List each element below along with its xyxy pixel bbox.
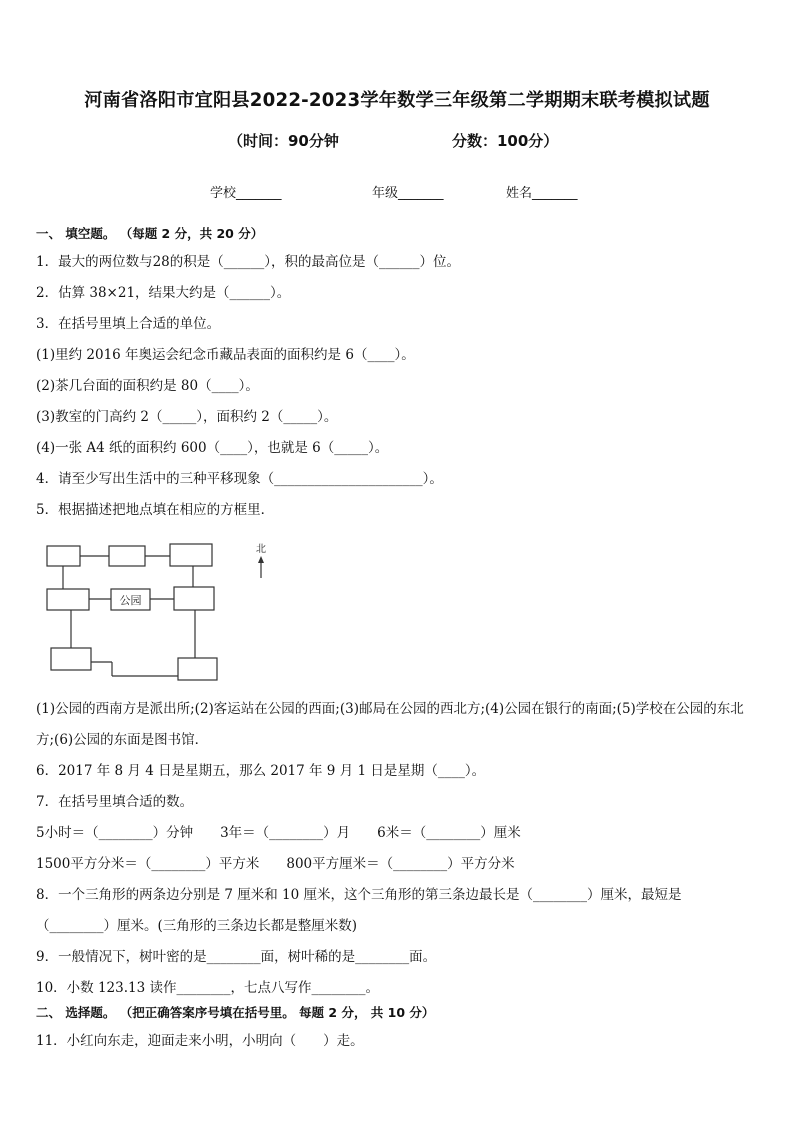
question-11: 11．小红向东走，迎面走来小明，小明向（ ）走。 [36,1033,364,1049]
name-field: 姓名_______ [506,186,578,201]
map-box-southeast [178,658,217,680]
section-2-heading: 二、 选择题。 （把正确答案序号填在括号里。 每题 2 分， 共 10 分） [36,1005,435,1020]
question-7-row-2: 1500平方分米＝（________）平方米 800平方厘米＝（________）平方分米 [36,856,515,872]
question-3-4: (4)一张 A4 纸的面积约 600（____），也就是 6（_____）。 [36,440,389,456]
question-8-line-2: （________）厘米。(三角形的三条边长都是整厘米数) [36,918,358,934]
exam-score: 分数：100分） [452,132,559,150]
park-label: 公园 [119,594,142,607]
question-5: 5．根据描述把地点填在相应的方框里． [36,502,275,518]
map-box-southwest [51,648,91,670]
exam-time: （时间：90分钟 [228,132,339,150]
question-1: 1．最大的两位数与28的积是（______），积的最高位是（______）位。 [36,254,461,270]
question-5-description-line-1: (1)公园的西南方是派出所;(2)客运站在公园的西面;(3)邮局在公园的西北方;(4)公园在银行的南面;(5)学校在公园的东北 [36,701,744,717]
question-3-2: (2)茶几台面的面积约是 80（____）。 [36,378,259,394]
question-7: 7．在括号里填合适的数。 [36,794,194,810]
north-arrow-icon [258,556,264,563]
map-box-north [109,546,145,566]
section-1-heading: 一、 填空题。 （每题 2 分，共 20 分） [36,226,264,241]
question-6: 6．2017 年 8 月 4 日是星期五，那么 2017 年 9 月 1 日是星期（____）。 [36,763,486,779]
school-field: 学校_______ [210,186,282,201]
question-3-3: (3)教室的门高约 2（_____），面积约 2（_____）。 [36,409,338,425]
map-box-northwest [47,546,80,566]
map-box-west [47,589,89,610]
question-3: 3．在括号里填上合适的单位。 [36,316,221,332]
question-8-line-1: 8．一个三角形的两条边分别是 7 厘米和 10 厘米，这个三角形的第三条边最长是（________）厘米，最短是 [36,887,682,903]
question-4: 4．请至少写出生活中的三种平移现象（______________________）。 [36,471,443,487]
question-10: 10．小数 123.13 读作________，七点八写作________。 [36,980,379,996]
question-2: 2．估算 38×21，结果大约是（______）。 [36,285,291,301]
question-9: 9．一般情况下，树叶密的是________面，树叶稀的是________面。 [36,949,437,965]
direction-map-figure [40,538,280,684]
question-3-1: (1)里约 2016 年奥运会纪念币藏品表面的面积约是 6（____）。 [36,347,415,363]
exam-title: 河南省洛阳市宜阳县2022-2023学年数学三年级第二学期期末联考模拟试题 [84,90,710,111]
north-label: 北 [256,544,266,555]
question-5-description-line-2: 方;(6)公园的东面是图书馆． [36,732,209,748]
grade-field: 年级_______ [372,186,444,201]
question-7-row-1: 5小时＝（________）分钟 3年＝（________）月 6米＝（________）厘米 [36,825,521,841]
map-box-northeast [170,544,212,566]
map-box-east [174,587,214,610]
